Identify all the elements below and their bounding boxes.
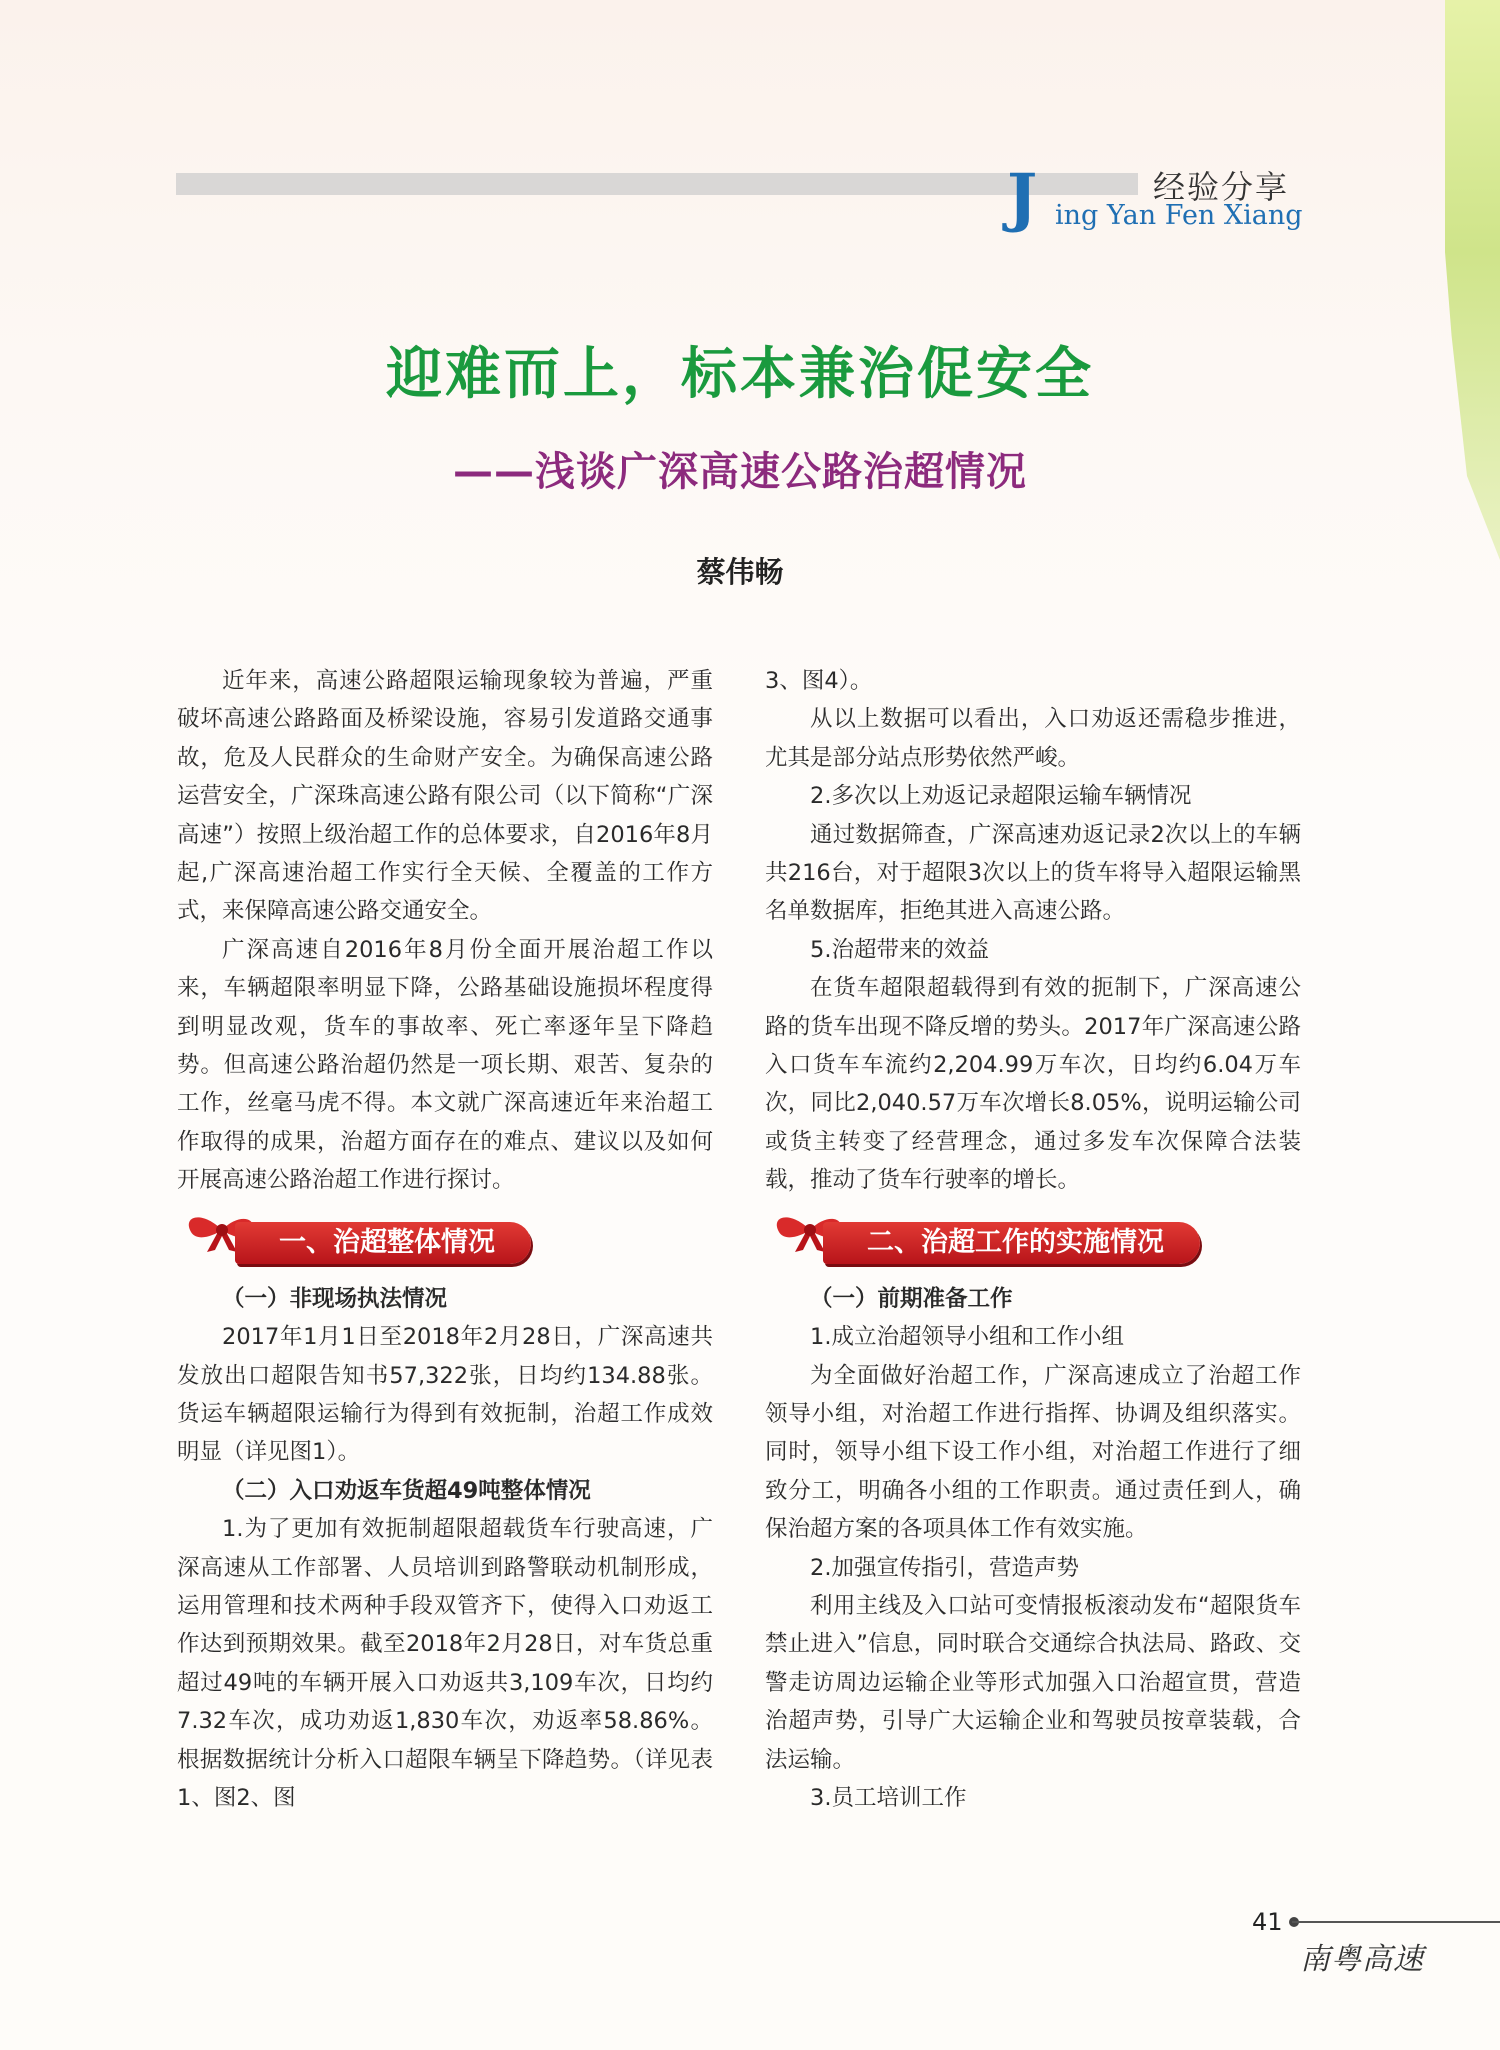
section-banner-label: 一、治超整体情况: [235, 1222, 531, 1264]
paragraph: 3、图4）。: [765, 668, 873, 694]
paragraph: 近年来，高速公路超限运输现象较为普遍，严重破坏高速公路路面及桥梁设施，容易引发道路交通事故，危及人民群众的生命财产安全。为确保高速公路运营安全，广深珠高速公路有限公司（以下简称“广深高速”）按照上级治超工作的总体要求，自2016年8月起,广深高速治超工作实行全天候、全覆盖的工作方式，来保障高速公路交通安全。: [177, 668, 713, 925]
article-subtitle: ——浅谈广深高速公路治超情况: [453, 449, 1027, 495]
subheading: （一）非现场执法情况: [222, 1285, 448, 1312]
header-bar: [176, 173, 1138, 195]
paragraph: 2.多次以上劝返记录超限运输车辆情况: [810, 783, 1192, 810]
paragraph: 3.员工培训工作: [810, 1784, 967, 1811]
magazine-logo: 南粤高速: [1300, 1942, 1424, 1977]
paragraph: 2017年1月1日至2018年2月28日，广深高速共发放出口超限告知书57,322张，日均约134.88张。货运车辆超限运输行为得到有效扼制，治超工作成效明显（详见图1）。: [177, 1324, 713, 1466]
page-number: 41: [1252, 1908, 1283, 1936]
paragraph: 1.成立治超领导小组和工作小组: [810, 1324, 1124, 1351]
section-initial-j: J: [1007, 160, 1038, 235]
article-author: 蔡伟畅: [696, 555, 784, 589]
section-title-cn: 经验分享: [1153, 168, 1290, 206]
paragraph: 为全面做好治超工作，广深高速成立了治超工作领导小组，对治超工作进行指挥、协调及组织落实。同时，领导小组下设工作小组，对治超工作进行了细致分工，明确各小组的工作职责。通过责任到人，确保治超方案的各项具体工作有效实施。: [765, 1362, 1301, 1543]
paragraph: 在货车超限超载得到有效的扼制下，广深高速公路的货车出现不降反增的势头。2017年广深高速公路入口货车车流约2,204.99万车次，日均约6.04万车次，同比2,040.57万车次增长8.05%，说明运输公司或货主转变了经营理念，通过多发车次保障合法装载，推动了货车行驶率的增长。: [765, 975, 1301, 1194]
article-title: 迎难而上，标本兼治促安全: [386, 341, 1094, 407]
subheading: （一）前期准备工作: [810, 1285, 1013, 1312]
text-column-right: [765, 662, 1301, 1817]
text-column-left: [177, 662, 713, 1817]
section-title-en: ing Yan Fen Xiang: [1055, 200, 1303, 231]
subheading: （二）入口劝返车货超49吨整体情况: [222, 1477, 591, 1504]
paragraph: 从以上数据可以看出，入口劝返还需稳步推进，尤其是部分站点形势依然严峻。: [765, 706, 1301, 771]
paragraph: 2.加强宣传指引，营造声势: [810, 1554, 1079, 1581]
section-banner: [177, 1208, 713, 1272]
paragraph: 广深高速自2016年8月份全面开展治超工作以来，车辆超限率明显下降，公路基础设施损坏程度得到明显改观，货车的事故率、死亡率逐年呈下降趋势。但高速公路治超仍然是一项长期、艰苦、复杂的工作，丝毫马虎不得。本文就广深高速近年来治超工作取得的成果，治超方面存在的难点、建议以及如何开展高速公路治超工作进行探讨。: [177, 936, 713, 1194]
footer-rule: [1292, 1921, 1500, 1923]
paragraph: 通过数据筛查，广深高速劝返记录2次以上的车辆共216台，对于超限3次以上的货车将导入超限运输黑名单数据库，拒绝其进入高速公路。: [765, 821, 1301, 925]
section-banner-label: 二、治超工作的实施情况: [823, 1222, 1200, 1264]
paragraph: 1.为了更加有效扼制超限超载货车行驶高速，广深高速从工作部署、人员培训到路警联动机制形成，运用管理和技术两种手段双管齐下，使得入口劝返工作达到预期效果。截至2018年2月28日，对车货总重超过49吨的车辆开展入口劝返共3,109车次，日均约7.32车次，成功劝返1,830车次，劝返率58.86%。根据数据统计分析入口超限车辆呈下降趋势。（详见表1、图2、图: [177, 1516, 713, 1811]
paragraph: 5.治超带来的效益: [810, 936, 989, 963]
paragraph: 利用主线及入口站可变情报板滚动发布“超限货车禁止进入”信息，同时联合交通综合执法局、路政、交警走访周边运输企业等形式加强入口治超宣贯，营造治超声势，引导广大运输企业和驾驶员按章装载，合法运输。: [765, 1592, 1301, 1773]
section-banner: [765, 1208, 1301, 1272]
